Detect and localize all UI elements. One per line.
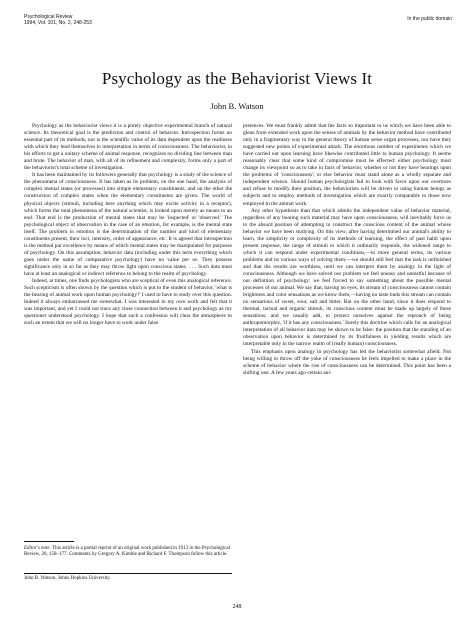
address-divider	[24, 573, 232, 574]
editor-note	[24, 546, 232, 559]
editor-note-text: This article is a partial reprint of an original work published in 1913 in the Psychological Review, 20, 158–177. Comments by Gregory A. Kimble and Richard F. Thompson follow this article.	[24, 546, 230, 558]
journal-citation: 1994, Vol. 101, No. 2, 248-253	[24, 20, 92, 26]
author-address: John B. Watson, Johns Hopkins University.	[24, 576, 111, 581]
editor-note-label: Editor's note.	[24, 546, 51, 551]
article-title: Psychology as the Behaviorist Views It	[101, 69, 373, 88]
paragraph: Psychology as the behaviorist views it is a purely objective experimental branch of natural science. Its theoretical goal is the prediction and control of behavior. Introspection forms no essential part of its methods, nor is the scientific value of its data dependent upon the readiness with which they lend themselves to interpretation in terms of consciousness. The behaviorist, in his efforts to get a unitary scheme of animal response, recognizes no dividing line between man and brute. The behavior of man, with all of its refinement and complexity, forms only a part of the behaviorist's total scheme of investigation.	[24, 123, 232, 172]
left-column	[24, 123, 232, 327]
paragraph: pretences. We must frankly admit that the facts so important to us which we have been able to glean from extended work upon the senses of animals by the behavior method have contributed only in a fragmentary way to the general theory of human sense organ processes, nor have they suggested new points of experimental attack. The enormous number of experiments which we have carried out upon learning have likewise contributed little to human psychology. It seems reasonably clear that some kind of compromise must be effected: either psychology must change its viewpoint so as to take in facts of behavior, whether or not they have bearings upon the problems of 'consciousness'; or else behavior must stand alone as a wholly separate and independent science. Should human psychologists fail to look with favor upon our overtures and refuse to modify their position, the behaviorists will be driven to using human beings as subjects and to employ methods of investigation which are exactly comparable to those now employed in the animal work.	[243, 123, 451, 207]
paragraph: Indeed, at times, one finds psychologists who are sceptical of even this analogical reference. Such scepticism is often shown by the question which is put to the student of behavior, 'what is the bearing of animal work upon human psychology?' I used to have to study over this question. Indeed it always embarrassed me somewhat. I was interested in my own work and felt that it was important, and yet I could not trace any close connection between it and psychology as my questioner understood psychology. I hope that such a confession will clear the atmosphere to such an extent that we will no longer have to work under false	[24, 278, 232, 327]
right-column	[243, 123, 451, 377]
page-number: 248	[232, 604, 242, 610]
journal-name: Psychological Review	[24, 14, 73, 20]
paragraph: This emphasis upon analogy in psychology has led the behaviorist somewhat afield. Not being willing to throw off the yoke of consciousness he feels impelled to make a place in the scheme of behavior where the rise of consciousness can be determined. This point has been a shifting one. A few years ago certain ani-	[243, 348, 451, 376]
copyright-notice: In the public domain	[407, 16, 452, 22]
article-author: John B. Watson	[210, 101, 264, 111]
journal-header	[24, 14, 92, 26]
paragraph: Any other hypothesis than that which admits the independent value of behavior material, regardless of any bearing such material may have upon consciousness, will inevitably force us to the absurd position of attempting to construct the conscious content of the animal whose behavior we have been studying. On this view, after having determined our animal's ability to learn, the simplicity or complexity of its methods of learning, the effect of past habit upon present response, the range of stimuli to which it ordinarily responds, the widened range to which it can respond under experimental conditions,—in more general terms, its various problems and its various ways of solving them,—we should still feel that the task is unfinished and that the results are worthless, until we can interpret them by analogy in the light of consciousness. Although we have solved our problem we feel uneasy and unrestful because of our definition of psychology: we feel forced to say something about the possible mental processes of our animal. We say that, having no eyes, its stream of consciousness cannot contain brightness and color sensations as we know them,—having no taste buds this stream can contain no sensations of sweet, sour, salt and bitter. But on the other hand, since it does respond to thermal, tactual and organic stimuli, its conscious content must be made up largely of these sensations; and we usually add, to protect ourselves against the reproach of being anthropomorphic, 'if it has any consciousness.' Surely this doctrine which calls for an analogical interpretation of all behavior data may be shown to be false: the position that the standing of an observation upon behavior is determined by its fruitfulness in yielding results which are interpretable only in the narrow realm of (really human) consciousness.	[243, 207, 451, 348]
paragraph: It has been maintained by its followers generally that psychology is a study of the science of the phenomena of consciousness. It has taken as its problem, on the one hand, the analysis of complex mental states (or processes) into simple elementary constituents, and on the other the construction of complex states when the elementary constituents are given. The world of physical objects (stimuli, including here anything which may excite activity in a receptor), which forms the total phenomena of the natural scientist, is looked upon merely as means to an end. That end is the production of mental states that may be 'inspected' or 'observed.' The psychological object of observation in the case of an emotion, for example, is the mental state itself. The problem in emotion is the determination of the number and kind of elementary constituents present, their loci, intensity, order of appearance, etc. It is agreed that introspection is the method par excellence by means of which mental states may be manipulated for purposes of psychology. On this assumption, behavior data (including under this term everything which goes under the name of comparative psychology) have no value per se. They possess significance only in so far as they may throw light upon conscious states. . . . Such data must have at least an analogical or indirect reference to belong to the realm of psychology.	[24, 172, 232, 277]
footnote-divider	[24, 541, 74, 542]
